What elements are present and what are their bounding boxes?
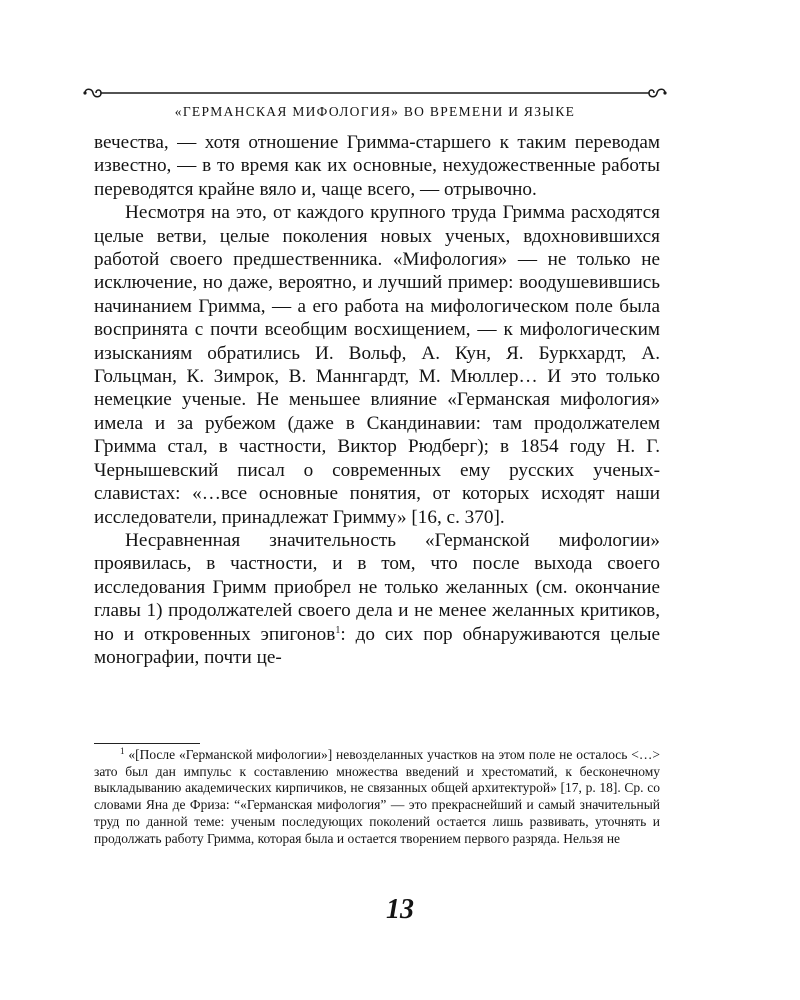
footnote-separator	[94, 743, 200, 744]
footnote-reference[interactable]: 1	[335, 624, 341, 636]
header-ornament-rule	[82, 86, 668, 100]
footnote	[94, 747, 660, 847]
running-head: «ГЕРМАНСКАЯ МИФОЛОГИЯ» ВО ВРЕМЕНИ И ЯЗЫКЕ	[174, 104, 576, 119]
page-number: 13	[386, 894, 414, 925]
paragraph-text-end: : до сих пор обнаруживаются целые монографии, почти це-	[94, 623, 660, 668]
footnote-text: «[После «Германской мифологии»] невозделанных участков на этом поле не осталось <…> зато был дан импульс к составлению множества введений и хрестоматий, к бесконечному выкладыванию академических кирпичиков, не связанных общей архитектурой» [17, p. 18]. Ср. со словами Яна де Фриза: “«Германская мифология” — это прекраснейший и самый значительный труд по данной теме: ученым последующих поколений остается лишь развивать, уточнять и продолжать работу Гримма, которая была и остается творением первого разряда. Нельзя не	[94, 747, 660, 846]
footnote-mark: 1	[120, 746, 125, 756]
paragraph-with-footnote	[94, 529, 660, 669]
paragraph: Несмотря на это, от каждого крупного труда Гримма расходятся целые ветви, целые поколения новых ученых, вдохновившихся работой своего предшественника. «Мифология» — не только не исключение, но даже, вероятно, и лучший пример: воодушевившись начинанием Гримма, — а его работа на мифологическом поле была воспринята с почти всеобщим восхищением, — к мифологическим изысканиям обратились И. Вольф, А. Кун, Я. Буркхардт, А. Гольцман, К. Зимрок, В. Маннгардт, М. Мюллер… И это только немецкие ученые. Не меньшее влияние «Германская мифология» имела и за рубежом (даже в Скандинавии: там продолжателем Гримма стал, в частности, Виктор Рюдберг); в 1854 году Н. Г. Чернышевский писал о современных ему русских ученых-славистах: «…все основные понятия, от которых исходят наши исследователи, принадлежат Гримму» [16, с. 370].	[94, 202, 660, 528]
paragraph-text: Несравненная значительность «Германской мифологии» проявилась, в частности, и в том, что после выхода своего исследования Гримм приобрел не только желанных (см. окончание главы 1) продолжателей своего дела и не менее желанных критиков, но и откровенных эпигонов	[94, 529, 660, 645]
paragraph-continued: вечества, — хотя отношение Гримма-старшего к таким переводам известно, — в то время как их основные, нехудожественные работы переводятся крайне вяло и, чаще всего, — отрывочно.	[94, 132, 660, 200]
main-text	[94, 131, 660, 669]
